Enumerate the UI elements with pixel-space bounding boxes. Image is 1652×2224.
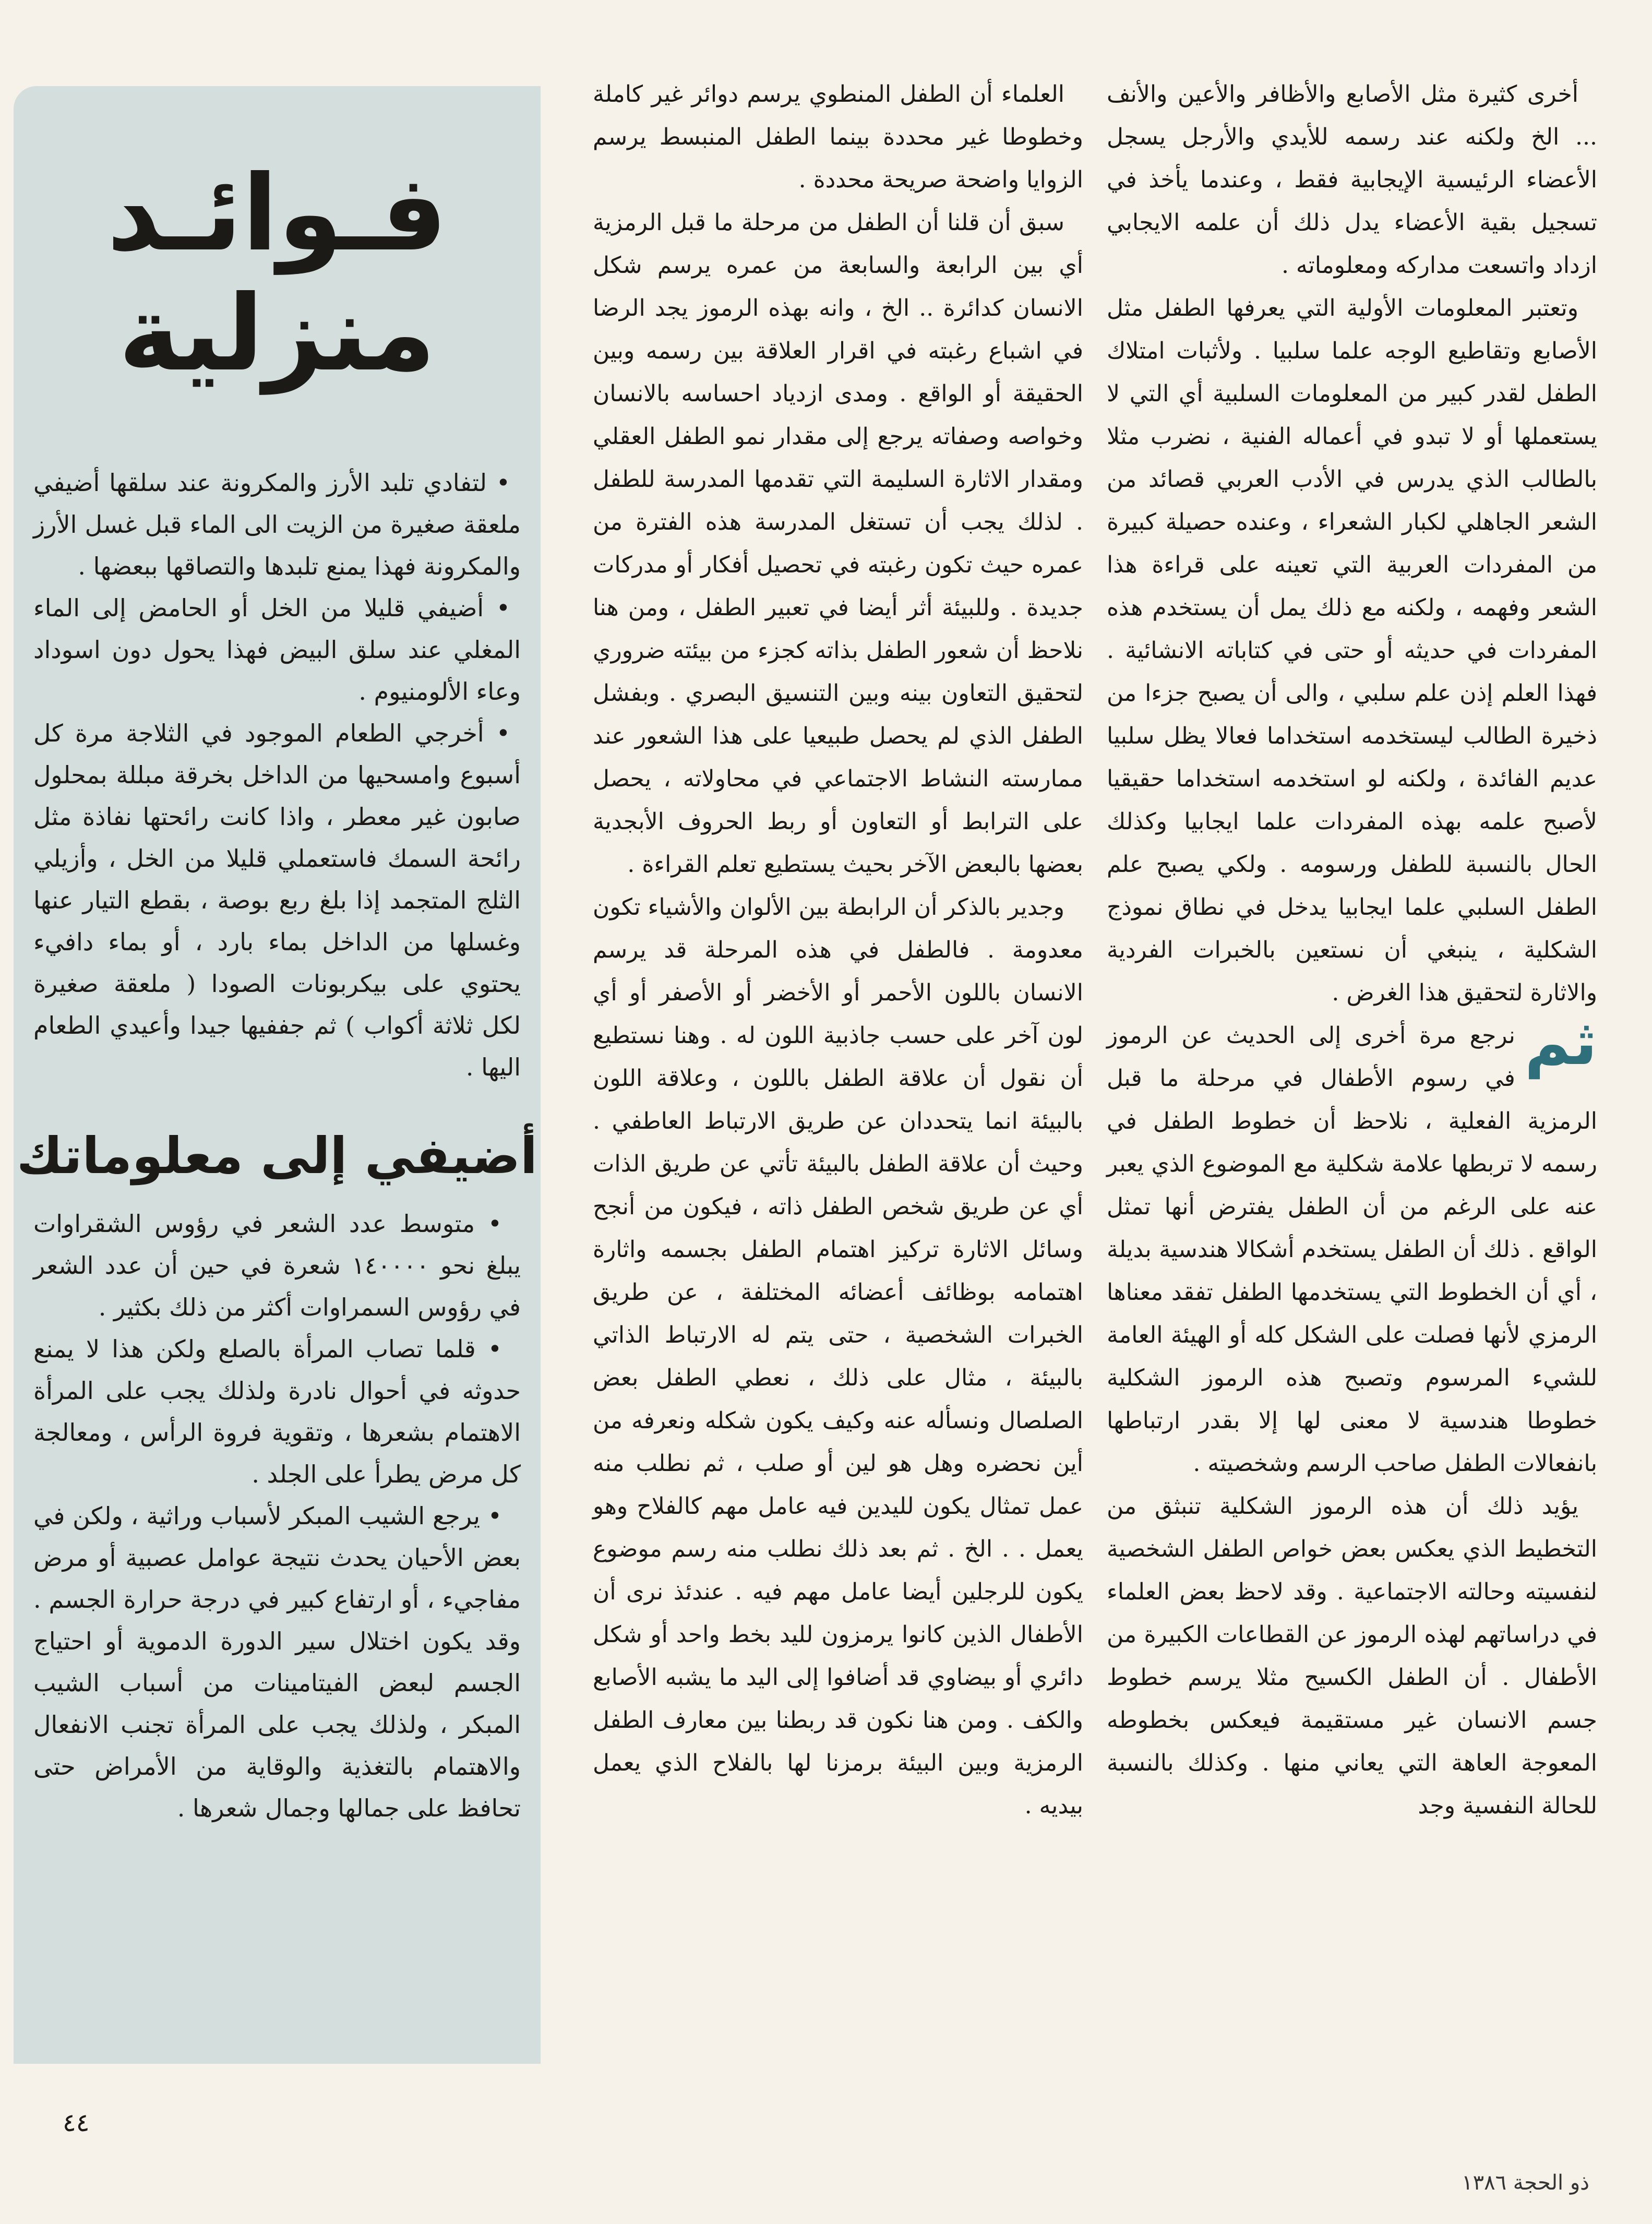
- sidebar-subtitle: أضيفي إلى معلوماتك: [17, 1127, 537, 1185]
- home-tips-sidebar: [14, 86, 541, 2064]
- article-paragraph: أخرى كثيرة مثل الأصابع والأظافر والأعين والأنف ... الخ ولكنه عند رسمه للأيدي والأرجل يسجل الأعضاء الرئيسية الإيجابية فقط ، وعندما يأخذ في تسجيل بقية الأعضاء يدل ذلك أن علمه الايجابي ازداد واتسعت مداركه ومعلوماته .: [1107, 81, 1597, 279]
- article-paragraph: العلماء أن الطفل المنطوي يرسم دوائر غير كاملة وخطوطا غير محددة بينما الطفل المنبسط يرسم الزوايا واضحة صريحة محددة .: [593, 81, 1083, 193]
- tip-item: • أضيفي قليلا من الخل أو الحامض إلى الماء المغلي عند سلق البيض فهذا يحول دون اسوداد وعاء الألومنيوم .: [33, 594, 521, 706]
- page-number: ٤٤: [63, 2108, 90, 2137]
- drop-cap-word: ثم: [1524, 1007, 1597, 1079]
- sidebar-title-line: منزلية: [118, 273, 436, 394]
- article-column-middle: [593, 73, 1083, 1827]
- article-paragraph: وجدير بالذكر أن الرابطة بين الألوان والأشياء تكون معدومة . فالطفل في هذه المرحلة قد يرسم الانسان باللون الأحمر أو الأخضر أو الأصفر أو أي لون آخر على حسب جاذبية اللون له . وهنا نستطيع أن نقول أن علاقة الطفل باللون ، وعلاقة اللون بالبيئة انما يتحددان عن طريق الارتباط العاطفي . وحيث أن علاقة الطفل بالبيئة تأتي عن طريق الذات أي عن طريق شخص الطفل ذاته ، فيكون من أنجح وسائل الاثارة تركيز اهتمام الطفل بجسمه واثارة اهتمامه بوظائف أعضائه المختلفة ، عن طريق الخبرات الشخصية ، حتى يتم له الارتباط الذاتي بالبيئة ، مثال على ذلك ، نعطي الطفل بعض الصلصال ونسأله عنه وكيف يكون شكله ونعرفه من أين نحضره وهل هو لين أو صلب ، ثم نطلب منه عمل تمثال يكون لليدين فيه عامل مهم كالفلاح وهو يعمل . . الخ . ثم بعد ذلك نطلب منه رسم موضوع يكون للرجلين أيضا عامل مهم فيه . عندئذ نرى أن الأطفال الذين كانوا يرمزون لليد بخط واحد أو شكل دائري أو بيضاوي قد أضافوا إلى اليد ما يشبه الأصابع والكف . ومن هنا نكون قد ربطنا بين معارف الطفل الرمزية وبين البيئة برمزنا لها بالفلاح الذي يعمل بيديه .: [593, 894, 1083, 1819]
- fact-item: • متوسط عدد الشعر في رؤوس الشقراوات يبلغ نحو ١٤٠٠٠٠ شعرة في حين أن عدد الشعر في رؤوس السمراوات أكثر من ذلك بكثير .: [33, 1210, 521, 1321]
- article-paragraph: يؤيد ذلك أن هذه الرموز الشكلية تنبثق من التخطيط الذي يعكس بعض خواص الطفل الشخصية لنفسيته وحالته الاجتماعية . وقد لاحظ بعض العلماء في دراساتهم لهذه الرموز عن القطاعات الكبيرة من الأطفال . أن الطفل الكسيح مثلا يرسم خطوط جسم الانسان غير مستقيمة فيعكس بخطوطه المعوجة العاهة التي يعاني منها . وكذلك بالنسبة للحالة النفسية وجد: [1107, 1493, 1597, 1819]
- tip-item: • لتفادي تلبد الأرز والمكرونة عند سلقها أضيفي ملعقة صغيرة من الزيت الى الماء قبل غسل الأرز والمكرونة فهذا يمنع تلبدها والتصاقها ببعضها .: [33, 469, 521, 580]
- article-paragraph-text: نرجع مرة أخرى إلى الحديث عن الرموز في رسوم الأطفال في مرحلة ما قبل الرمزية الفعلية ، نلاحظ أن خطوط الطفل في رسمه لا تربطها علامة شكلية مع الموضوع الذي يعبر عنه على الرغم من أن الطفل يفترض أنها تمثل الواقع . ذلك أن الطفل يستخدم أشكالا هندسية بديلة ، أي أن الخطوط التي يستخدمها الطفل تفقد معناها الرمزي لأنها فصلت على الشكل كله أو الهيئة العامة للشيء المرسوم وتصبح هذه الرموز الشكلية خطوطا هندسية لا معنى لها إلا بقدر ارتباطها بانفعالات الطفل صاحب الرسم وشخصيته .: [1107, 1022, 1597, 1477]
- sidebar-title-line: فـوائـد: [106, 153, 448, 274]
- fact-item: • يرجع الشيب المبكر لأسباب وراثية ، ولكن في بعض الأحيان يحدث نتيجة عوامل عصبية أو مرض مفاجيء ، أو ارتفاع كبير في درجة حرارة الجسم . وقد يكون اختلال سير الدورة الدموية أو احتياج الجسم لبعض الفيتامينات من أسباب الشيب المبكر ، ولذلك يجب على المرأة تجنب الانفعال والاهتمام بالتغذية والوقاية من الأمراض حتى تحافظ على جمالها وجمال شعرها .: [33, 1502, 521, 1822]
- article-paragraph: [1107, 1007, 1597, 1485]
- issue-date: ذو الحجة ١٣٨٦: [1462, 2171, 1589, 2195]
- tip-item: • أخرجي الطعام الموجود في الثلاجة مرة كل أسبوع وامسحيها من الداخل بخرقة مبللة بمحلول صابون غير معطر ، واذا كانت رائحتها نفاذة مثل رائحة السمك فاستعملي قليلا من الخل ، وأزيلي الثلج المتجمد إذا بلغ ربع بوصة ، بقطع التيار عنها وغسلها من الداخل بماء بارد ، أو بماء دافيء يحتوي على بيكربونات الصودا ( ملعقة صغيرة لكل ثلاثة أكواب ) ثم جففيها جيدا وأعيدي الطعام اليها .: [33, 719, 521, 1081]
- sidebar-facts-list: [14, 1203, 541, 1829]
- fact-item: • قلما تصاب المرأة بالصلع ولكن هذا لا يمنع حدوثه في أحوال نادرة ولذلك يجب على المرأة الاهتمام بشعرها ، وتقوية فروة الرأس ، ومعالجة كل مرض يطرأ على الجلد .: [33, 1335, 521, 1488]
- article-paragraph: سبق أن قلنا أن الطفل من مرحلة ما قبل الرمزية أي بين الرابعة والسابعة من عمره يرسم شكل الانسان كدائرة .. الخ ، وانه بهذه الرموز يجد الرضا في اشباع رغبته في اقرار العلاقة بين رسمه وبين الحقيقة أو الواقع . ومدى ازدياد احساسه بالانسان وخواصه وصفاته يرجع إلى مقدار نمو الطفل العقلي ومقدار الاثارة السليمة التي تقدمها المدرسة للطفل . لذلك يجب أن تستغل المدرسة هذه الفترة من عمره حيث تكون رغبته في تحصيل أفكار أو مدركات جديدة . وللبيئة أثر أيضا في تعبير الطفل ، ومن هنا نلاحظ أن شعور الطفل بذاته كجزء من بيئته ضروري لتحقيق التعاون بينه وبين التنسيق البصري . وبفشل الطفل الذي لم يحصل طبيعيا على هذا الشعور عند ممارسته النشاط الاجتماعي في محاولاته ، يحصل على الترابط أو التعاون أو ربط الحروف الأبجدية بعضها بالبعض الآخر بحيث يستطيع تعلم القراءة .: [593, 209, 1083, 878]
- sidebar-tips-list: [14, 462, 541, 1088]
- article-column-right: [1107, 73, 1597, 1827]
- article-paragraph: وتعتبر المعلومات الأولية التي يعرفها الطفل مثل الأصابع وتقاطيع الوجه علما سلبيا . ولأثبات امتلاك الطفل لقدر كبير من المعلومات السلبية أي التي لا يستعملها أو لا تبدو في أعماله الفنية ، نضرب مثلا بالطالب الذي يدرس في الأدب العربي قصائد من الشعر الجاهلي لكبار الشعراء ، وعنده حصيلة كبيرة من المفردات العربية التي تعينه على قراءة هذا الشعر وفهمه ، ولكنه مع ذلك يمل أن يستخدم هذه المفردات في حديثه أو حتى في كتاباته الانشائية . فهذا العلم إذن علم سلبي ، والى أن يصبح جزءا من ذخيرة الطالب ليستخدمه استخداما فعالا يظل سلبيا عديم الفائدة ، ولكنه لو استخدمه استخداما حقيقيا لأصبح علمه بهذه المفردات علما ايجابيا وكذلك الحال بالنسبة للطفل ورسومه . ولكي يصبح علم الطفل السلبي علما ايجابيا يدخل في نطاق نموذج الشكلية ، ينبغي أن نستعين بالخبرات الفردية والاثارة لتحقيق هذا الغرض .: [1107, 295, 1597, 1006]
- sidebar-title: [14, 154, 541, 394]
